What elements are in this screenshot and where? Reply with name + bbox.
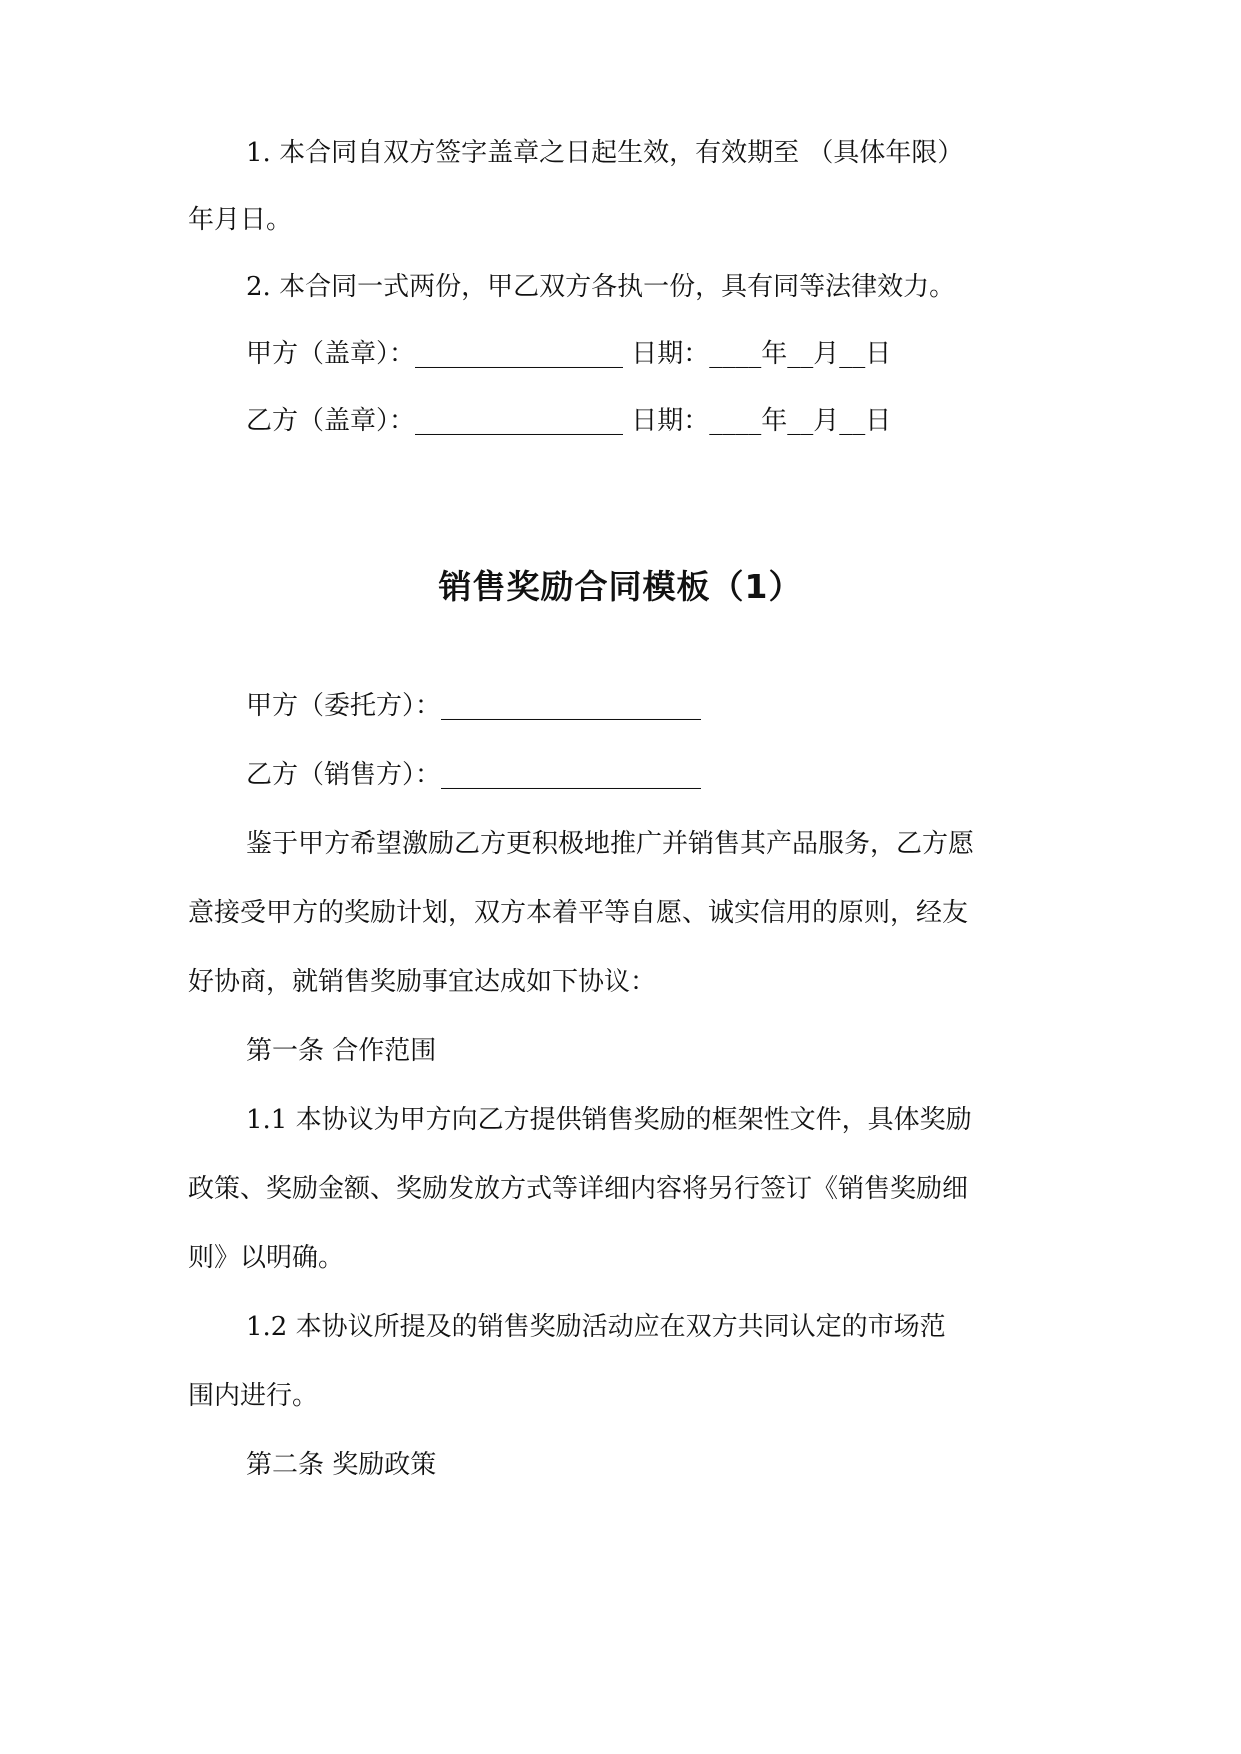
clause-1-text: 1. 本合同自双方签字盖章之日起生效，有效期至 （具体年限）: [246, 138, 964, 168]
preamble-line: 意接受甲方的奖励计划，双方本着平等自愿、诚实信用的原则，经友: [188, 898, 969, 928]
party-a-field: 甲方（委托方）：____________________: [246, 691, 702, 721]
party-b-signature-line: 乙方（盖章）：________________ 日期：____年__月__日: [246, 406, 892, 436]
clause-1-text-continued: 年月日。: [188, 205, 293, 235]
clause-2-text: 2. 本合同一式两份，甲乙双方各执一份，具有同等法律效力。: [246, 272, 956, 302]
clause-1-2-line: 围内进行。: [188, 1381, 319, 1411]
clause-1-2-line: 1.2 本协议所提及的销售奖励活动应在双方共同认定的市场范: [246, 1312, 946, 1342]
clause-1-1-line: 则》以明确。: [188, 1243, 345, 1273]
preamble-line: 好协商，就销售奖励事宜达成如下协议：: [188, 967, 657, 997]
party-b-field: 乙方（销售方）：____________________: [246, 760, 702, 790]
contract-title: 销售奖励合同模板（1）: [438, 567, 803, 606]
article-1-heading: 第一条 合作范围: [246, 1036, 437, 1066]
clause-1-1-line: 政策、奖励金额、奖励发放方式等详细内容将另行签订《销售奖励细: [188, 1174, 969, 1204]
article-2-heading: 第二条 奖励政策: [246, 1450, 437, 1480]
clause-1-1-line: 1.1 本协议为甲方向乙方提供销售奖励的框架性文件，具体奖励: [246, 1105, 972, 1135]
party-a-signature-line: 甲方（盖章）：________________ 日期：____年__月__日: [246, 339, 892, 369]
preamble-line: 鉴于甲方希望激励乙方更积极地推广并销售其产品服务，乙方愿: [246, 829, 975, 859]
